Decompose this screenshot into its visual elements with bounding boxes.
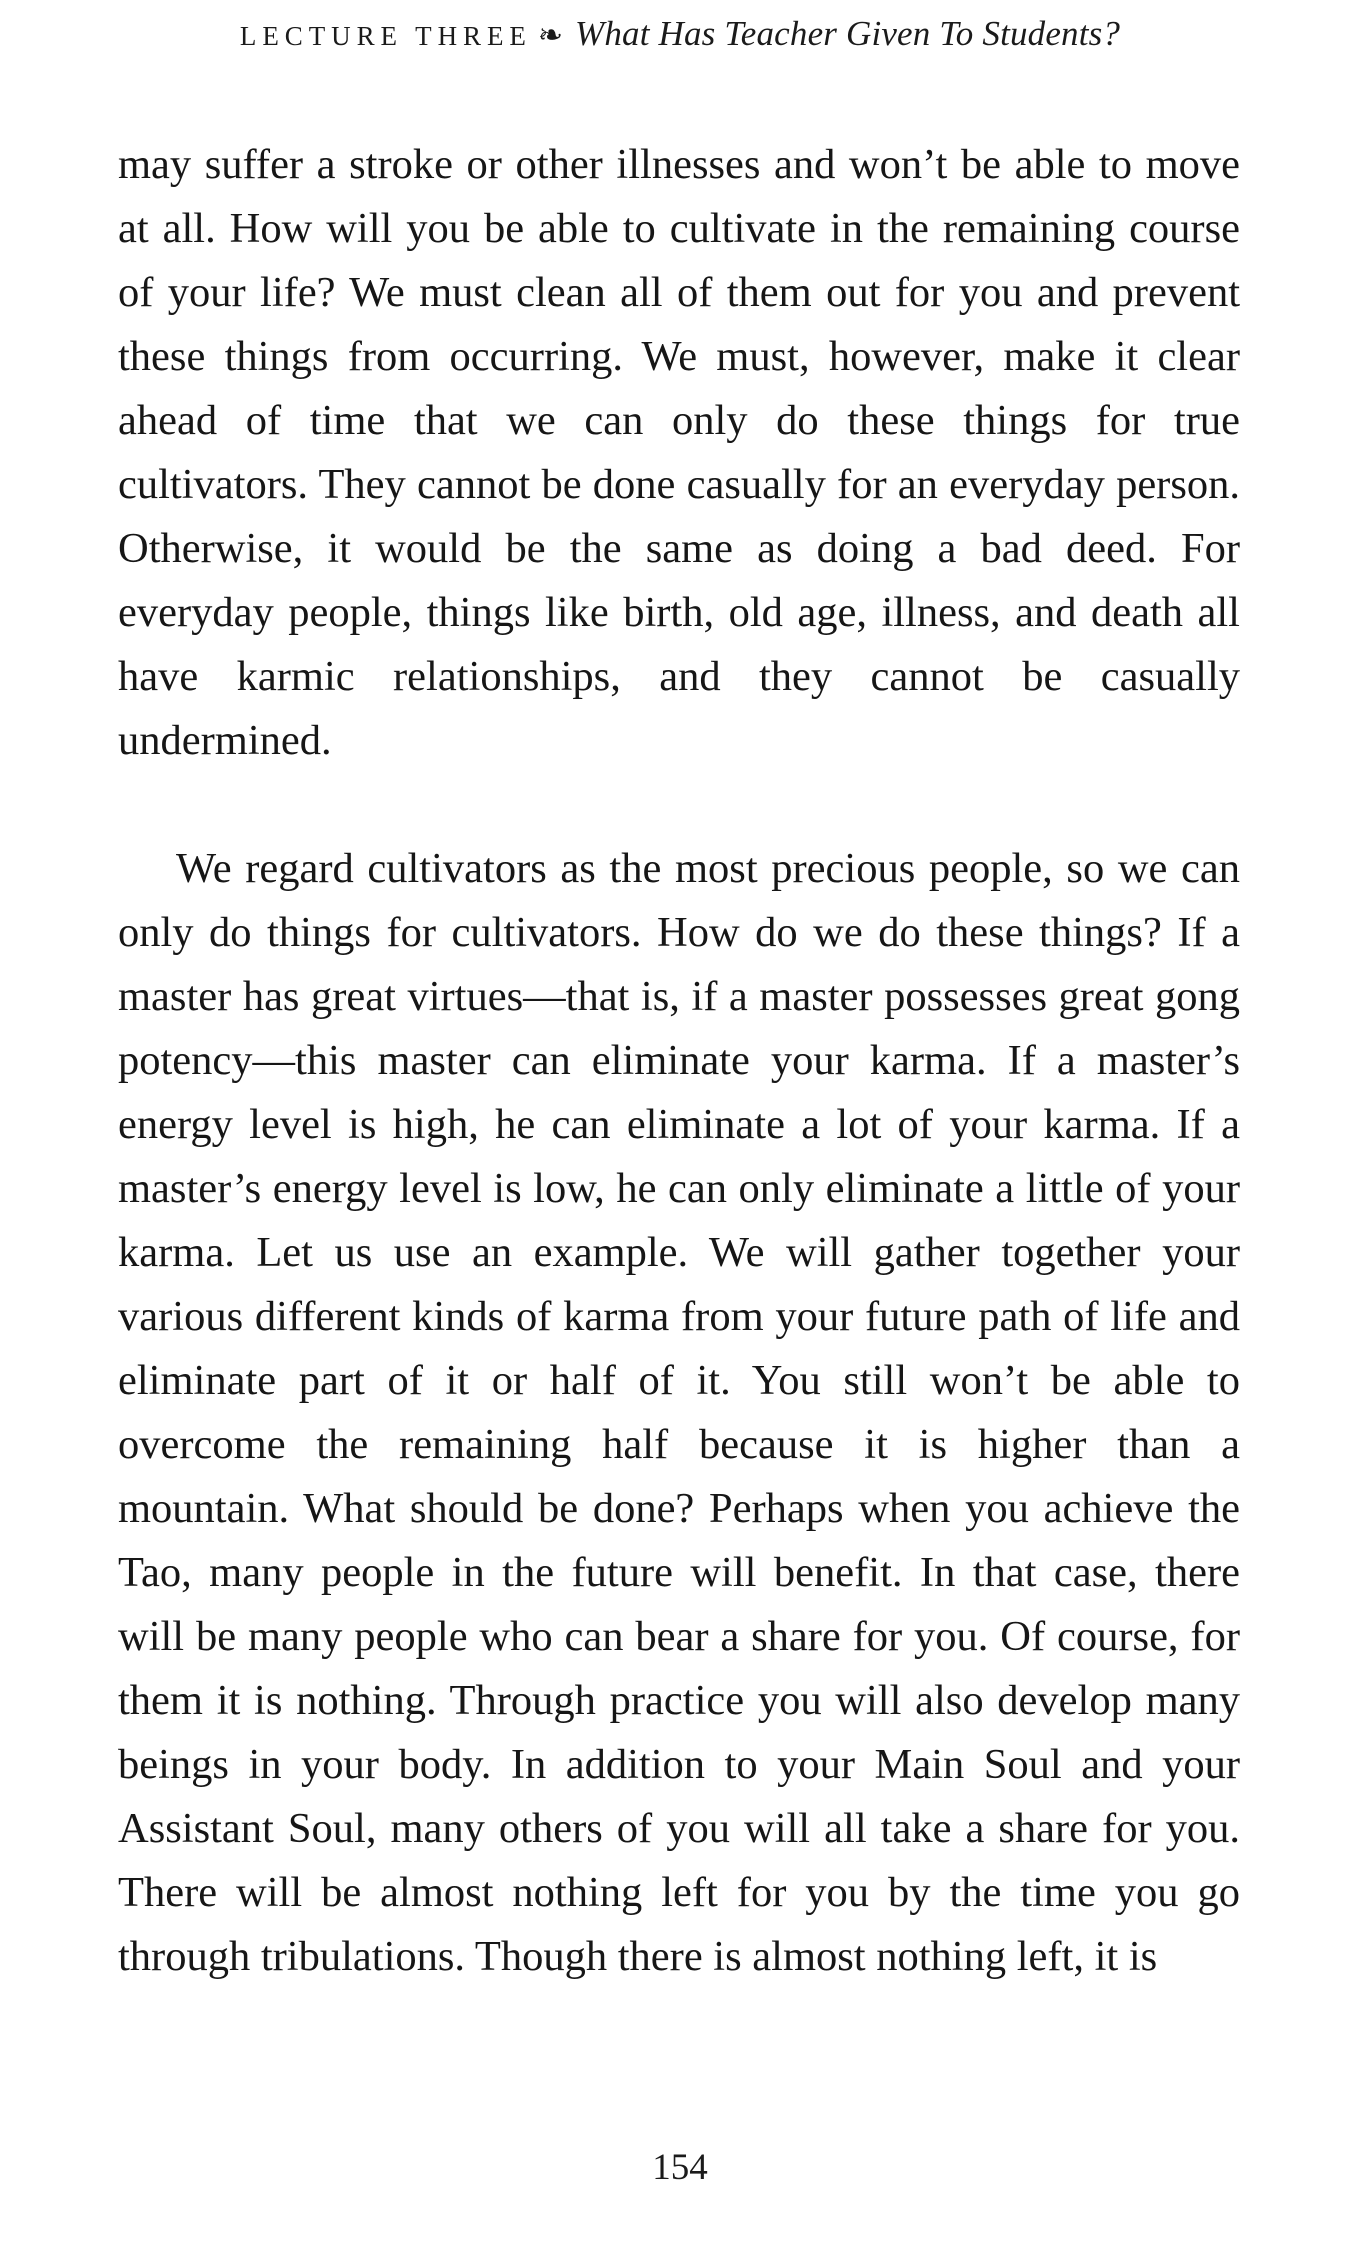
fleuron-icon: ❧ [537, 19, 564, 52]
page-footer [0, 2146, 1360, 2189]
running-header-title: What Has Teacher Given To Students? [575, 14, 1121, 53]
body-paragraph: may suffer a stroke or other illnesses and won’t be able to move at all. How will you be able to cultivate in the remaining course of your life? We must clean all of them out for you and prevent these things from occurring. We must, however, make it clear ahead of time that we can only do these things for true cultivators. They cannot be done casually for an everyday person. Otherwise, it would be the same as doing a bad deed. For everyday people, things like birth, old age, illness, and death all have karmic relationships, and they cannot be casually undermined. [118, 141, 1240, 764]
running-header [0, 14, 1360, 54]
body-paragraph: We regard cultivators as the most precious people, so we can only do things for cultivators. How do we do these things? If a master has great virtues—that is, if a master possesses great gong potency—this master can eliminate your karma. If a master’s energy level is high, he can eliminate a lot of your karma. If a master’s energy level is low, he can only eliminate a little of your karma. Let us use an example. We will gather together your various different kinds of karma from your future path of life and eliminate part of it or half of it. You still won’t be able to overcome the remaining half because it is higher than a mountain. What should be done? Perhaps when you achieve the Tao, many people in the future will benefit. In that case, there will be many people who can bear a share for you. Of course, for them it is nothing. Through practice you will also develop many beings in your body. In addition to your Main Soul and your Assistant Soul, many others of you will all take a share for you. There will be almost nothing left for you by the time you go through tribulations. Though there is almost nothing left, it is [118, 845, 1240, 1980]
running-header-section: LECTURE THREE [239, 21, 532, 51]
page-body [118, 133, 1240, 1989]
page-number: 154 [652, 2147, 708, 2188]
